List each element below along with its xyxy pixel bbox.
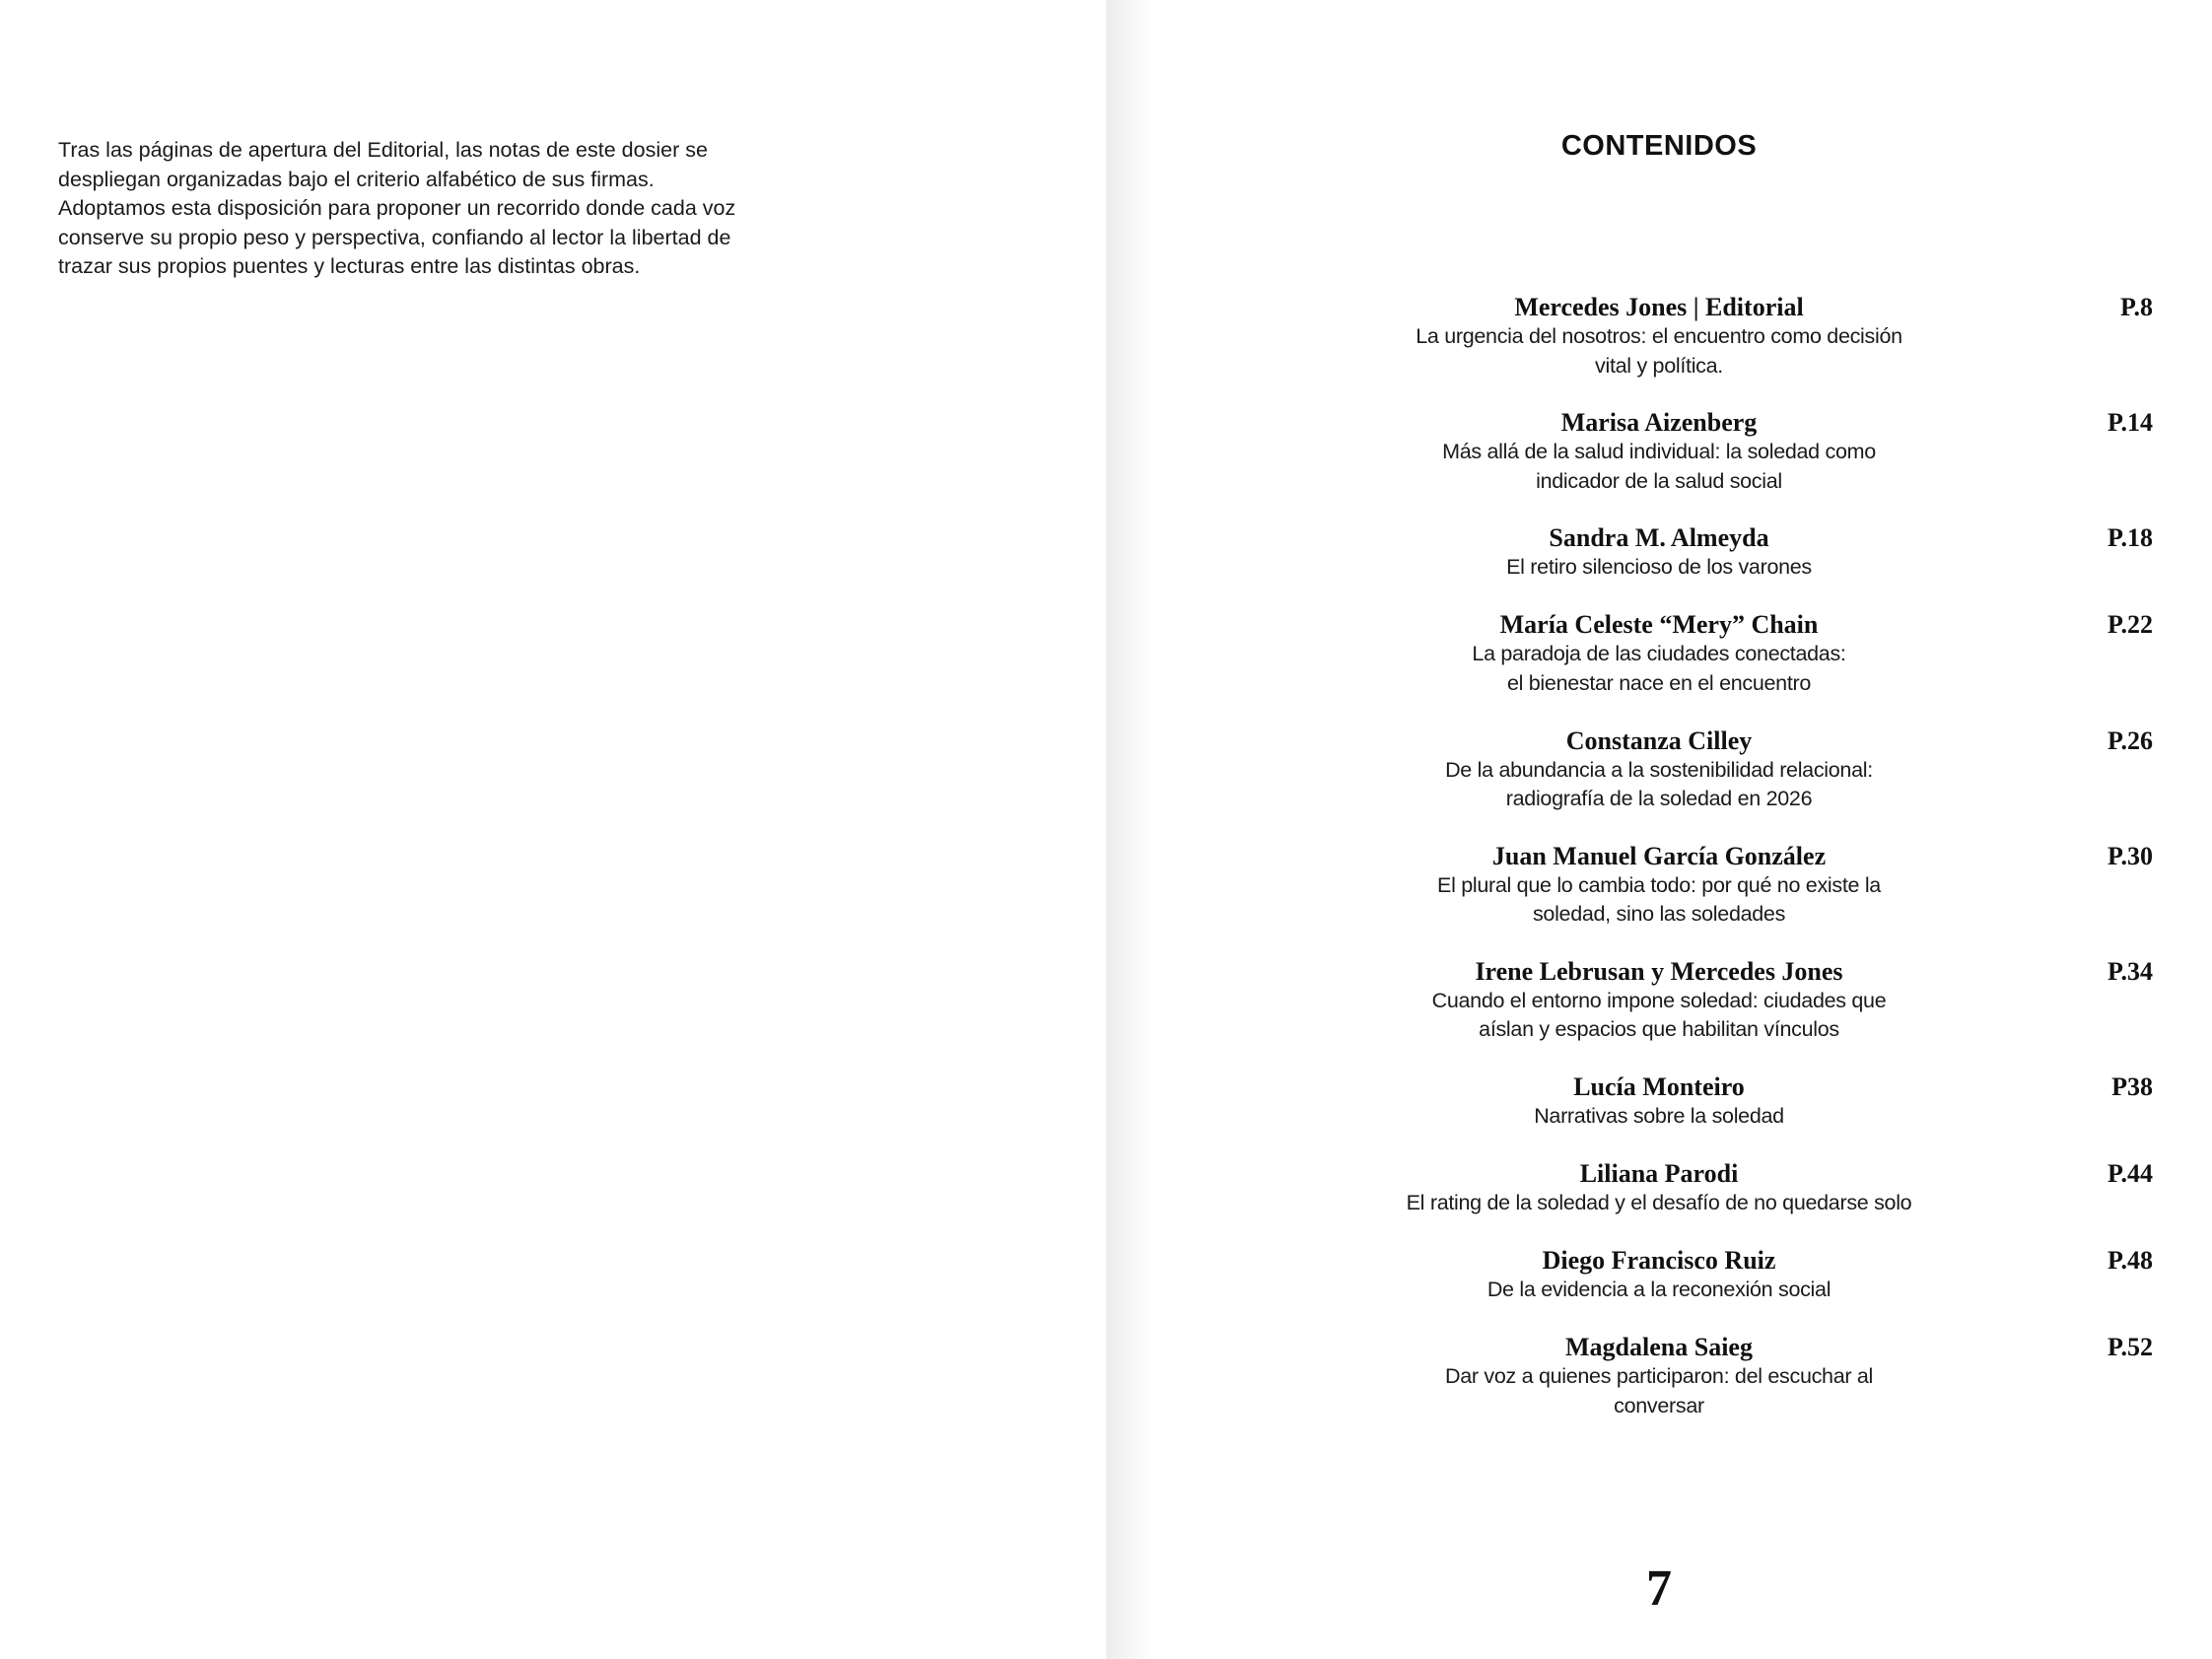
entry-author: Marisa Aizenberg [1560, 408, 1758, 438]
contents-entry[interactable] [1372, 293, 2161, 408]
entry-subtitle [1372, 322, 1946, 380]
contents-entry-text [1372, 610, 1946, 698]
contents-title: CONTENIDOS [1560, 130, 1758, 162]
folio-page-number: 7 [1646, 1560, 1672, 1617]
entry-subtitle-line: Cuando el entorno impone soledad: ciudades que [1431, 988, 1887, 1012]
entry-subtitle [1372, 640, 1946, 698]
contents-entry[interactable] [1372, 408, 2161, 523]
entry-subtitle-line: El rating de la soledad y el desafío de no quedarse solo [1406, 1191, 1912, 1215]
intro-paragraph [58, 136, 778, 282]
contents-entry-text [1372, 957, 1946, 1045]
entry-author: Liliana Parodi [1579, 1159, 1739, 1189]
entry-page-number: P.34 [2108, 956, 2153, 986]
contents-entry-text [1372, 523, 1946, 583]
contents-entry-text [1372, 408, 1946, 496]
entry-subtitle-line: el bienestar nace en el encuentro [1506, 670, 1812, 695]
entry-subtitle-line: La urgencia del nosotros: el encuentro como decisión [1416, 324, 1902, 348]
contents-entry[interactable] [1372, 726, 2161, 842]
entry-page-number: P.22 [2108, 610, 2153, 640]
entry-subtitle [1372, 1276, 1946, 1305]
entry-subtitle-line: Más allá de la salud individual: la soledad como [1442, 440, 1876, 464]
entry-subtitle-line: radiografía de la soledad en 2026 [1505, 787, 1813, 811]
entry-subtitle-line: El retiro silencioso de los varones [1506, 555, 1812, 580]
entry-subtitle [1372, 1102, 1946, 1132]
contents-entry[interactable] [1372, 1246, 2161, 1333]
book-gutter-shadow [1106, 0, 1151, 1659]
entry-author: Sandra M. Almeyda [1549, 523, 1769, 553]
contents-entry-text [1372, 1246, 1946, 1305]
entry-subtitle [1372, 553, 1946, 583]
intro-line: trazar sus propios puentes y lecturas entre las distintas obras. [58, 254, 641, 278]
entry-page-number: P.52 [2108, 1333, 2153, 1362]
entry-subtitle-line: indicador de la salud social [1536, 468, 1782, 493]
contents-entry-text [1372, 1333, 1946, 1420]
entry-subtitle-line: conversar [1614, 1393, 1704, 1417]
entry-subtitle-line: Narrativas sobre la soledad [1534, 1104, 1784, 1129]
entry-subtitle-line: Dar voz a quienes participaron: del escuchar al [1444, 1364, 1874, 1389]
contents-entry-text [1372, 1159, 1946, 1218]
contents-entry[interactable] [1372, 1072, 2161, 1159]
entry-subtitle-line: soledad, sino las soledades [1532, 902, 1786, 927]
entry-subtitle-line: aíslan y espacios que habilitan vínculos [1479, 1017, 1839, 1042]
entry-subtitle-line: De la evidencia a la reconexión social [1486, 1278, 1832, 1302]
contents-entry-text [1372, 1072, 1946, 1132]
contents-entry[interactable] [1372, 1159, 2161, 1246]
entry-subtitle [1372, 756, 1946, 814]
contents-entry-text [1372, 842, 1946, 930]
entry-author: Juan Manuel García González [1491, 841, 1827, 870]
entry-page-number: P.44 [2108, 1159, 2153, 1189]
entry-author: Lucía Monteiro [1573, 1072, 1745, 1102]
entry-author: Magdalena Saieg [1565, 1333, 1753, 1362]
contents-list [1372, 293, 2161, 1448]
entry-page-number: P.26 [2108, 726, 2153, 755]
entry-subtitle-line: vital y política. [1595, 353, 1723, 378]
entry-subtitle [1372, 871, 1946, 930]
contents-entry[interactable] [1372, 957, 2161, 1072]
entry-subtitle [1372, 987, 1946, 1045]
contents-entry[interactable] [1372, 1333, 2161, 1448]
contents-entry-text [1372, 293, 1946, 380]
entry-author: Constanza Cilley [1565, 726, 1753, 755]
intro-line: Tras las páginas de apertura del Editorial, las notas de este dosier se [58, 138, 708, 162]
intro-line: Adoptamos esta disposición para proponer un recorrido donde cada voz [58, 196, 736, 220]
contents-entry[interactable] [1372, 610, 2161, 726]
entry-subtitle-line: De la abundancia a la sostenibilidad relacional: [1445, 757, 1873, 782]
intro-line: conserve su propio peso y perspectiva, confiando al lector la libertad de [58, 225, 731, 249]
contents-entry-text [1372, 726, 1946, 814]
entry-author: María Celeste “Mery” Chain [1499, 610, 1819, 640]
entry-page-number: P.48 [2108, 1246, 2153, 1276]
entry-page-number: P38 [2111, 1072, 2153, 1102]
entry-subtitle-line: La paradoja de las ciudades conectadas: [1472, 642, 1846, 666]
entry-author: Irene Lebrusan y Mercedes Jones [1475, 956, 1843, 986]
entry-subtitle [1372, 1189, 1946, 1218]
entry-subtitle [1372, 1362, 1946, 1420]
entry-page-number: P.18 [2108, 523, 2153, 553]
entry-subtitle [1372, 438, 1946, 496]
contents-entry[interactable] [1372, 523, 2161, 610]
entry-page-number: P.8 [2120, 293, 2153, 321]
intro-line: despliegan organizadas bajo el criterio alfabético de sus firmas. [58, 167, 655, 191]
entry-subtitle-line: El plural que lo cambia todo: por qué no existe la [1437, 872, 1881, 897]
entry-page-number: P.14 [2108, 408, 2153, 438]
entry-page-number: P.30 [2108, 841, 2153, 870]
entry-author: Diego Francisco Ruiz [1542, 1246, 1776, 1276]
contents-entry[interactable] [1372, 842, 2161, 957]
entry-author: Mercedes Jones | Editorial [1514, 293, 1804, 321]
